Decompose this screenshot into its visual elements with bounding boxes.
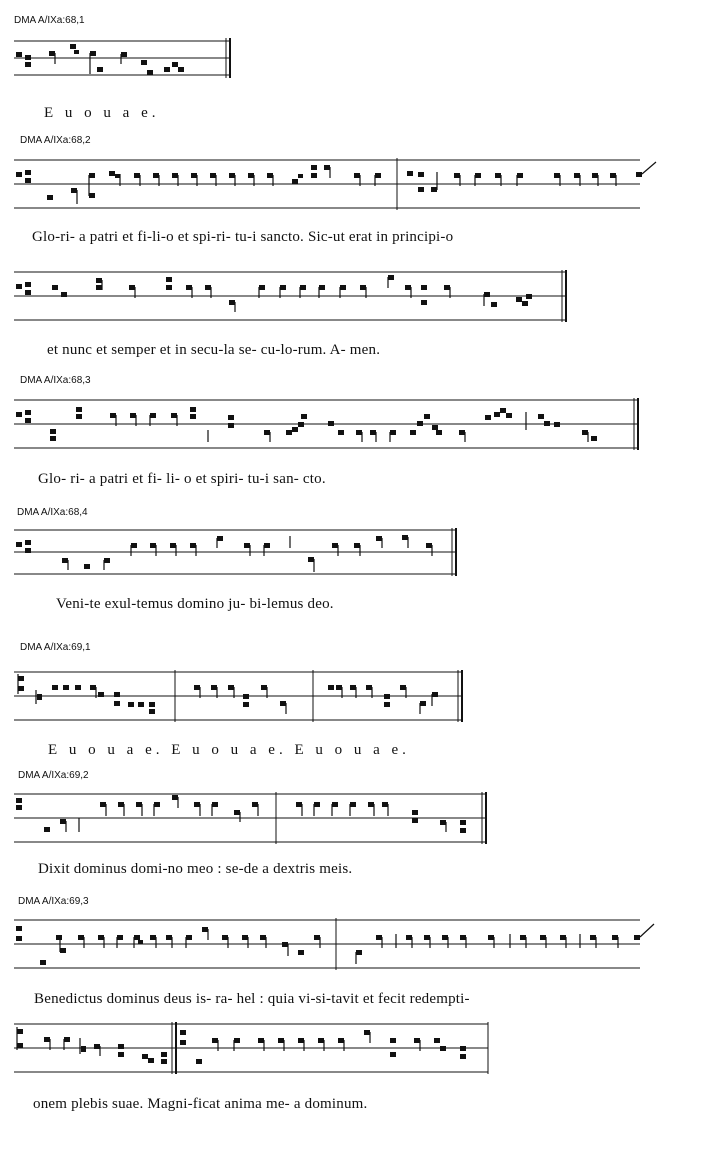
music-staff: [14, 672, 469, 724]
music-staff: [14, 920, 664, 972]
note-head: [243, 694, 249, 699]
note-head: [149, 702, 155, 707]
note-head: [540, 935, 546, 940]
note-head: [50, 429, 56, 434]
note-head: [260, 935, 266, 940]
lyrics-line: Veni-te exul-temus domino ju- bi-lemus deo.: [56, 596, 334, 612]
chant-reference: DMA A/IXa:69,3: [18, 896, 89, 907]
note-head: [180, 1030, 186, 1035]
note-head: [406, 935, 412, 940]
note-head: [147, 70, 153, 75]
note-head: [90, 51, 96, 56]
note-head: [494, 412, 500, 417]
note-head: [484, 292, 490, 297]
note-head: [538, 414, 544, 419]
note-head: [366, 685, 372, 690]
note-head: [314, 802, 320, 807]
note-head: [52, 685, 58, 690]
note-head: [49, 51, 55, 56]
note-head: [460, 820, 466, 825]
note-head: [194, 802, 200, 807]
note-head: [280, 701, 286, 706]
note-head: [16, 412, 22, 417]
music-staff: [14, 40, 234, 90]
note-head: [402, 535, 408, 540]
note-head: [314, 935, 320, 940]
note-head: [412, 810, 418, 815]
note-head: [228, 685, 234, 690]
note-head: [234, 810, 240, 815]
note-head: [16, 936, 22, 941]
note-head: [407, 171, 413, 176]
note-head: [356, 950, 362, 955]
note-head: [418, 172, 424, 177]
note-head: [110, 413, 116, 418]
note-head: [18, 676, 24, 681]
note-head: [148, 1058, 154, 1063]
note-head: [318, 1038, 324, 1043]
note-head: [434, 1038, 440, 1043]
note-head: [70, 44, 76, 49]
note-head: [141, 60, 147, 65]
note-head: [16, 798, 22, 803]
note-head: [161, 1052, 167, 1057]
note-head: [500, 408, 506, 413]
note-head: [202, 927, 208, 932]
note-head: [118, 1052, 124, 1057]
note-head: [186, 935, 192, 940]
note-head: [544, 421, 550, 426]
note-head: [16, 284, 22, 289]
note-head: [134, 173, 140, 178]
note-head: [338, 430, 344, 435]
note-head: [522, 301, 528, 306]
note-head: [485, 415, 491, 420]
note-head: [286, 430, 292, 435]
note-head: [25, 178, 31, 183]
note-head: [25, 55, 31, 60]
note-head: [229, 173, 235, 178]
note-head: [560, 935, 566, 940]
note-head: [78, 935, 84, 940]
note-head: [298, 950, 304, 955]
note-head: [25, 540, 31, 545]
note-head: [60, 948, 66, 953]
note-head: [582, 430, 588, 435]
note-head: [149, 709, 155, 714]
note-head: [412, 818, 418, 823]
note-head: [612, 935, 618, 940]
note-head: [178, 67, 184, 72]
note-head: [292, 427, 298, 432]
note-head: [153, 173, 159, 178]
note-head: [261, 685, 267, 690]
note-head: [109, 171, 115, 176]
lyrics-line: Glo- ri- a patri et fi- li- o et spiri- tu-i san- cto.: [38, 471, 326, 487]
note-head: [282, 942, 288, 947]
note-head: [248, 173, 254, 178]
note-head: [166, 277, 172, 282]
note-head: [414, 1038, 420, 1043]
note-head: [16, 172, 22, 177]
note-head: [194, 685, 200, 690]
note-head: [76, 407, 82, 412]
note-head: [424, 414, 430, 419]
note-head: [98, 935, 104, 940]
chant-reference: DMA A/IXa:68,4: [17, 507, 88, 518]
note-head: [190, 543, 196, 548]
note-head: [488, 935, 494, 940]
note-head: [324, 165, 330, 170]
note-head: [264, 543, 270, 548]
note-head: [228, 423, 234, 428]
lyrics-line: et nunc et semper et in secu-la se- cu-lo-rum. A- men.: [47, 342, 381, 358]
note-head: [242, 935, 248, 940]
note-head: [520, 935, 526, 940]
note-head: [64, 1037, 70, 1042]
note-head: [424, 935, 430, 940]
note-head: [311, 165, 317, 170]
note-head: [442, 935, 448, 940]
note-head: [16, 542, 22, 547]
note-head: [592, 173, 598, 178]
note-head: [166, 285, 172, 290]
note-head: [114, 692, 120, 697]
note-head: [25, 170, 31, 175]
note-head: [444, 285, 450, 290]
note-head: [590, 935, 596, 940]
note-head: [71, 188, 77, 193]
note-head: [44, 1037, 50, 1042]
note-head: [292, 179, 298, 184]
note-head: [229, 300, 235, 305]
note-head: [186, 285, 192, 290]
note-head: [252, 802, 258, 807]
note-head: [61, 292, 67, 297]
note-head: [311, 173, 317, 178]
note-head: [410, 430, 416, 435]
note-head: [432, 692, 438, 697]
note-head: [63, 685, 69, 690]
note-head: [634, 935, 640, 940]
note-head: [161, 1059, 167, 1064]
note-head: [81, 1046, 86, 1052]
note-head: [554, 173, 560, 178]
note-head: [96, 278, 102, 283]
note-head: [384, 702, 390, 707]
lyrics-line: E u o u a e. E u o u a e. E u o u a e.: [48, 742, 410, 758]
note-head: [459, 430, 465, 435]
note-head: [18, 686, 24, 691]
note-head: [115, 174, 120, 178]
note-head: [150, 935, 156, 940]
note-head: [336, 685, 342, 690]
note-head: [90, 685, 96, 690]
note-head: [210, 173, 216, 178]
note-head: [56, 935, 62, 940]
note-head: [258, 1038, 264, 1043]
note-head: [205, 285, 211, 290]
note-head: [97, 67, 103, 72]
note-head: [25, 62, 31, 67]
note-head: [62, 558, 68, 563]
note-head: [506, 413, 512, 418]
note-head: [166, 935, 172, 940]
note-head: [234, 1038, 240, 1043]
note-head: [25, 410, 31, 415]
note-head: [75, 685, 81, 690]
note-head: [60, 819, 66, 824]
note-head: [298, 422, 304, 427]
note-head: [117, 935, 123, 940]
note-head: [171, 413, 177, 418]
note-head: [328, 421, 334, 426]
note-head: [25, 282, 31, 287]
lyrics-line: E u o u a e.: [44, 105, 160, 121]
note-head: [244, 543, 250, 548]
note-head: [98, 692, 104, 697]
lyrics-line: Benedictus dominus deus is- ra- hel : quia vi-si-tavit et fecit redempti-: [34, 991, 470, 1007]
note-head: [134, 935, 140, 940]
note-head: [25, 548, 31, 553]
note-head: [554, 422, 560, 427]
note-head: [180, 1040, 186, 1045]
note-head: [17, 1043, 23, 1048]
note-head: [228, 415, 234, 420]
note-head: [350, 685, 356, 690]
note-head: [356, 430, 362, 435]
note-head: [517, 173, 523, 178]
note-head: [172, 795, 178, 800]
note-head: [460, 828, 466, 833]
note-head: [138, 702, 144, 707]
note-head: [278, 1038, 284, 1043]
note-head: [319, 285, 325, 290]
note-head: [50, 436, 56, 441]
note-head: [47, 195, 53, 200]
note-head: [89, 193, 95, 198]
note-head: [368, 802, 374, 807]
note-head: [516, 297, 522, 302]
note-head: [574, 173, 580, 178]
note-head: [431, 187, 437, 192]
note-head: [212, 1038, 218, 1043]
note-head: [96, 285, 102, 290]
note-head: [405, 285, 411, 290]
music-staff: [14, 1024, 494, 1076]
note-head: [100, 802, 106, 807]
note-head: [340, 285, 346, 290]
note-head: [16, 805, 22, 810]
note-head: [495, 173, 501, 178]
chant-reference: DMA A/IXa:68,2: [20, 135, 91, 146]
note-head: [52, 285, 58, 290]
note-head: [264, 430, 270, 435]
note-head: [104, 558, 110, 563]
note-head: [332, 543, 338, 548]
note-head: [25, 418, 31, 423]
note-head: [338, 1038, 344, 1043]
note-head: [222, 935, 228, 940]
note-head: [364, 1030, 370, 1035]
chant-reference: DMA A/IXa:68,1: [14, 15, 85, 26]
music-staff: [14, 530, 464, 580]
note-head: [426, 543, 432, 548]
note-head: [190, 407, 196, 412]
note-head: [298, 174, 303, 178]
note-head: [136, 802, 142, 807]
note-head: [211, 685, 217, 690]
lyrics-line: Glo-ri- a patri et fi-li-o et spi-ri- tu-i sancto. Sic-ut erat in principi-o: [32, 229, 454, 245]
note-head: [76, 414, 82, 419]
note-head: [440, 820, 446, 825]
note-head: [354, 543, 360, 548]
note-head: [217, 536, 223, 541]
music-staff: [14, 794, 494, 846]
note-head: [44, 827, 50, 832]
note-head: [121, 52, 127, 57]
note-head: [212, 802, 218, 807]
note-head: [118, 1044, 124, 1049]
note-head: [89, 173, 95, 178]
note-head: [350, 802, 356, 807]
note-head: [376, 536, 382, 541]
note-head: [298, 1038, 304, 1043]
note-head: [388, 275, 394, 280]
music-staff: [14, 400, 644, 454]
note-head: [150, 543, 156, 548]
note-head: [636, 172, 642, 177]
note-head: [390, 430, 396, 435]
note-head: [375, 173, 381, 178]
lyrics-line: onem plebis suae. Magni-ficat anima me- a dominum.: [33, 1096, 368, 1112]
note-head: [280, 285, 286, 290]
note-head: [243, 702, 249, 707]
note-head: [138, 940, 143, 944]
note-head: [154, 802, 160, 807]
note-head: [196, 1059, 202, 1064]
note-stem: [640, 924, 654, 937]
note-head: [384, 694, 390, 699]
note-head: [129, 285, 135, 290]
note-head: [172, 173, 178, 178]
note-head: [259, 285, 265, 290]
note-head: [301, 414, 307, 419]
note-head: [460, 935, 466, 940]
note-head: [390, 1052, 396, 1057]
note-head: [40, 960, 46, 965]
note-head: [17, 1029, 23, 1034]
note-head: [370, 430, 376, 435]
note-head: [432, 425, 438, 430]
note-head: [94, 1044, 100, 1049]
note-head: [454, 173, 460, 178]
lyrics-line: Dixit dominus domi-no meo : se-de a dextris meis.: [38, 861, 353, 877]
note-head: [491, 302, 497, 307]
music-staff: [14, 272, 574, 324]
note-head: [170, 543, 176, 548]
note-head: [308, 557, 314, 562]
note-head: [475, 173, 481, 178]
note-head: [114, 701, 120, 706]
note-head: [591, 436, 597, 441]
note-head: [421, 285, 427, 290]
note-head: [421, 300, 427, 305]
note-head: [118, 802, 124, 807]
chant-reference: DMA A/IXa:69,2: [18, 770, 89, 781]
note-head: [354, 173, 360, 178]
note-head: [420, 701, 426, 706]
note-head: [328, 685, 334, 690]
note-head: [460, 1054, 466, 1059]
note-head: [172, 62, 178, 67]
note-head: [267, 173, 273, 178]
note-head: [128, 702, 134, 707]
note-head: [436, 430, 442, 435]
note-head: [440, 1046, 446, 1051]
note-head: [25, 290, 31, 295]
note-head: [150, 413, 156, 418]
note-head: [300, 285, 306, 290]
chant-reference: DMA A/IXa:69,1: [20, 642, 91, 653]
note-head: [130, 413, 136, 418]
note-head: [16, 52, 22, 57]
music-staff: [14, 160, 664, 212]
note-head: [164, 67, 170, 72]
note-head: [74, 50, 79, 54]
note-stem: [642, 162, 656, 174]
note-head: [610, 173, 616, 178]
note-head: [526, 294, 532, 299]
note-head: [460, 1046, 466, 1051]
note-head: [376, 935, 382, 940]
note-head: [84, 564, 90, 569]
note-head: [417, 421, 423, 426]
note-head: [190, 414, 196, 419]
note-head: [16, 926, 22, 931]
note-head: [296, 802, 302, 807]
note-head: [37, 694, 42, 700]
note-head: [332, 802, 338, 807]
note-head: [360, 285, 366, 290]
note-head: [191, 173, 197, 178]
note-head: [131, 543, 137, 548]
note-head: [400, 685, 406, 690]
note-head: [382, 802, 388, 807]
note-head: [418, 187, 424, 192]
note-head: [390, 1038, 396, 1043]
chant-reference: DMA A/IXa:68,3: [20, 375, 91, 386]
note-head: [142, 1054, 148, 1059]
